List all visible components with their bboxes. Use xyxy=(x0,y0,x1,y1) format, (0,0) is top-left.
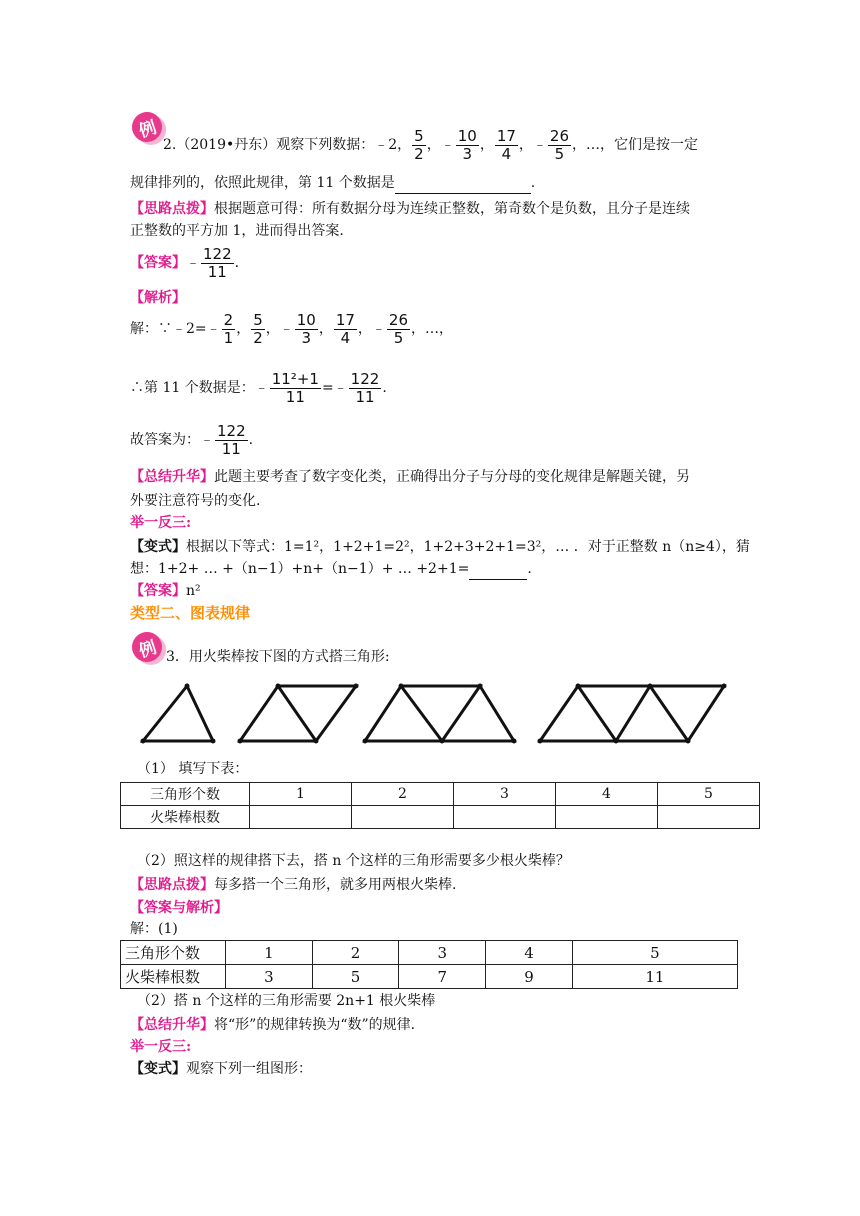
table-cell: 11 xyxy=(572,965,737,989)
table-row-label: 火柴棒根数 xyxy=(121,965,226,989)
fraction: $\frac{122}{11}$ xyxy=(217,421,246,458)
practice2-variant: 【变式】观察下列一组图形： xyxy=(130,1061,312,1077)
fraction: $\frac{122}{11}$ xyxy=(350,369,380,406)
practice1-answer: 【答案】n² xyxy=(130,583,201,599)
fraction: $\frac{\text{11²+1}}{11}$ xyxy=(271,369,319,406)
example3-solution-label: 解：(1) xyxy=(130,921,178,937)
table-row-label: 三角形个数 xyxy=(121,941,226,965)
fraction: $\frac{10}{3}$ xyxy=(457,126,477,163)
table-cell: 1 xyxy=(226,941,313,965)
example3-hint: 【思路点拨】每多搭一个三角形，就多用两根火柴棒. xyxy=(130,877,457,893)
table-cell: 5 xyxy=(658,783,760,806)
table-input-cell[interactable] xyxy=(658,806,760,829)
practice1-variant-line2: 想：1+2+ … +（n−1）+n+（n−1）+ … +2+1= . xyxy=(130,558,532,580)
example3-answer-tag: 【答案与解析】 xyxy=(130,900,228,916)
example3-stem: 3．用火柴棒按下图的方式搭三角形: xyxy=(166,649,390,665)
fraction: $\frac{17}{4}$ xyxy=(496,126,516,163)
answer-table xyxy=(120,940,738,989)
practice-title: 举一反三: xyxy=(130,1039,192,1055)
fraction: $\frac{10}{3}$ xyxy=(296,310,316,347)
example2-hint: 【思路点拨】根据题意可得：所有数据分母为连续正整数，第奇数个是负数，且分子是连续 xyxy=(130,201,690,217)
matchstick-triangles-figure xyxy=(130,680,730,748)
table-row xyxy=(121,806,760,829)
example2-therefore: ∴第 11 个数据是：﹣ $\frac{\text{11²+1}}{11}$ =﹣ $\frac{122}{11}$ . xyxy=(130,369,387,406)
example2-solution: 解：∵﹣2=﹣ $\frac{2}{1}$ ， $\frac{5}{2}$ ，﹣ $\frac{10}{3}$ ， $\frac{17}{4}$ ，﹣ $\frac{26}{5}$ ，…， xyxy=(130,310,454,347)
table-cell: 3 xyxy=(454,783,556,806)
practice1-variant: 【变式】根据以下等式：1=1²，1+2+1=2²，1+2+3+2+1=3²，… ．对于正整数 n（n≥4），猜 xyxy=(130,539,750,555)
table-cell: 3 xyxy=(399,941,486,965)
fill-in-table xyxy=(120,782,760,829)
fraction: $\frac{5}{2}$ xyxy=(253,310,263,347)
practice-title: 举一反三: xyxy=(130,515,192,531)
fraction: $\frac{17}{4}$ xyxy=(335,310,355,347)
example3-summary: 【总结升华】将“形”的规律转换为“数”的规律. xyxy=(130,1017,416,1033)
table-cell: 9 xyxy=(486,965,573,989)
fraction: $\frac{122}{11}$ xyxy=(203,244,232,281)
example3-answer2: （2）搭 n 个这样的三角形需要 2n+1 根火柴棒 xyxy=(137,993,436,1009)
table-row xyxy=(121,965,738,989)
table-row-label: 三角形个数 xyxy=(121,783,250,806)
table-cell: 2 xyxy=(352,783,454,806)
table-row xyxy=(121,783,760,806)
example-badge: 例 xyxy=(128,628,166,666)
example3-q1: （1） 填写下表： xyxy=(137,761,249,777)
table-input-cell[interactable] xyxy=(454,806,556,829)
table-cell: 2 xyxy=(312,941,399,965)
table-cell: 5 xyxy=(572,941,737,965)
table-cell: 3 xyxy=(226,965,313,989)
fraction: $\frac{2}{1}$ xyxy=(223,310,234,347)
example-badge: 例 xyxy=(128,108,166,146)
example2-summary: 【总结升华】此题主要考查了数字变化类，正确得出分子与分母的变化规律是解题关键，另 xyxy=(130,469,690,485)
example2-final-answer: 故答案为：﹣ $\frac{122}{11}$ . xyxy=(130,421,254,458)
example2-summary-line2: 外要注意符号的变化. xyxy=(130,493,261,509)
example2-question: 2.（2019•丹东）观察下列数据：﹣2， $\frac{5}{2}$ ，﹣ $\frac{10}{3}$ ， $\frac{17}{4}$ ，﹣ $\frac{26}{5}$ ，…，它们是按一定 xyxy=(163,126,698,163)
table-input-cell[interactable] xyxy=(250,806,352,829)
fraction: $\frac{26}{5}$ xyxy=(549,126,569,163)
example2-answer: 【答案】﹣ $\frac{122}{11}$ . xyxy=(130,244,240,281)
table-input-cell[interactable] xyxy=(352,806,454,829)
table-row-label: 火柴棒根数 xyxy=(121,806,250,829)
table-input-cell[interactable] xyxy=(556,806,658,829)
fraction: $\frac{26}{5}$ xyxy=(388,310,409,347)
section-title: 类型二、图表规律 xyxy=(130,604,251,622)
table-cell: 4 xyxy=(486,941,573,965)
table-cell: 7 xyxy=(399,965,486,989)
answer-blank[interactable] xyxy=(469,579,527,580)
table-cell: 1 xyxy=(250,783,352,806)
table-row xyxy=(121,941,738,965)
table-cell: 5 xyxy=(312,965,399,989)
table-cell: 4 xyxy=(556,783,658,806)
example2-analysis-tag: 【解析】 xyxy=(130,290,186,306)
answer-blank[interactable] xyxy=(395,193,531,194)
example3-q2: （2）照这样的规律搭下去，搭 n 个这样的三角形需要多少根火柴棒？ xyxy=(137,853,570,869)
example2-hint-line2: 正整数的平方加 1，进而得出答案. xyxy=(130,223,344,239)
fraction: $\frac{5}{2}$ xyxy=(414,126,424,163)
example2-question-line2: 规律排列的，依照此规律，第 11 个数据是 . xyxy=(130,172,535,194)
